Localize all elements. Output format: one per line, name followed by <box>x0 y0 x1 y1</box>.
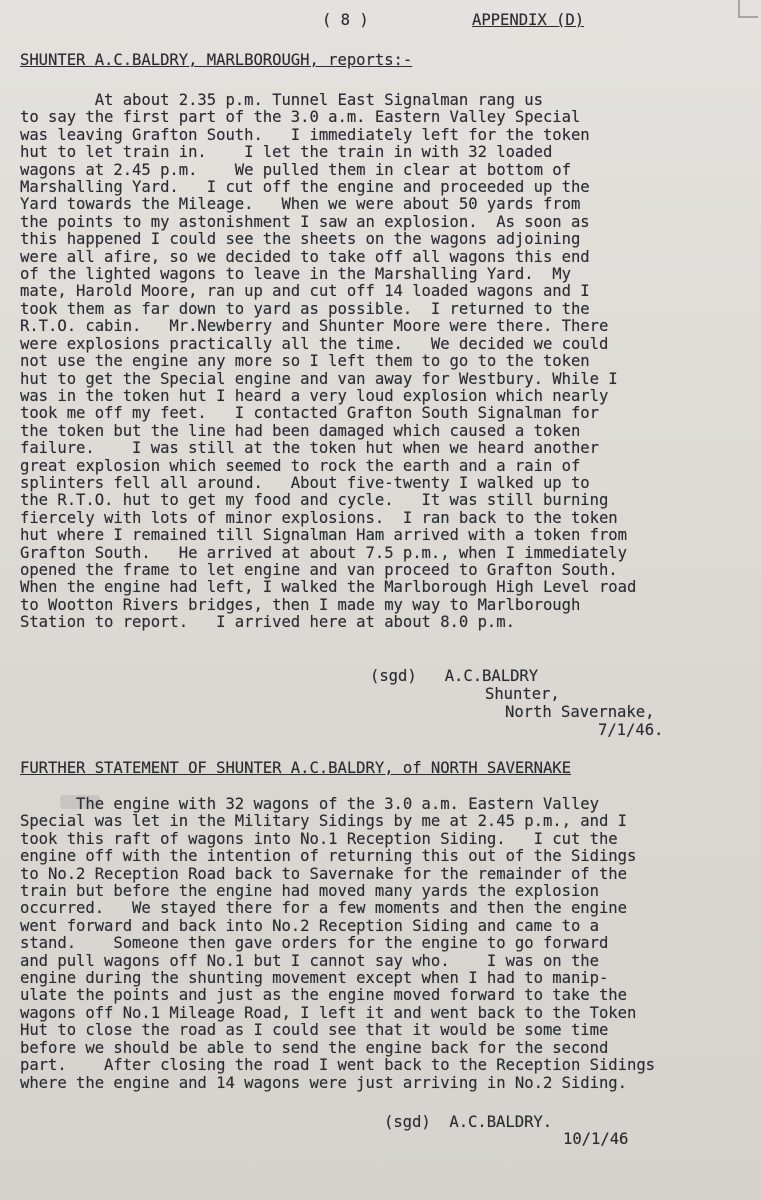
text-line: not use the engine any more so I left them to go to the token <box>20 352 590 371</box>
text-line: Marshalling Yard. I cut off the engine and proceeded up the <box>20 178 590 197</box>
text-line: to No.2 Reception Road back to Savernake for the remainder of the <box>20 864 627 883</box>
text-line: were all afire, so we decided to take off all wagons this end <box>20 247 590 266</box>
report-signatory-place: North Savernake, <box>505 703 655 721</box>
text-line: stand. Someone then gave orders for the engine to go forward <box>20 934 609 953</box>
text-line: Yard towards the Mileage. When we were about 50 yards from <box>20 195 581 214</box>
text-line: opened the frame to let engine and van proceed to Grafton South. <box>20 560 618 579</box>
text-line: Hut to close the road as I could see that it would be some time <box>20 1021 609 1040</box>
text-line: where the engine and 14 wagons were just arriving in No.2 Siding. <box>20 1073 627 1092</box>
further-statement-date: 10/1/46 <box>563 1130 629 1148</box>
text-line: mate, Harold Moore, ran up and cut off 14 loaded wagons and I <box>20 282 590 301</box>
text-line: hut to get the Special engine and van away for Westbury. While I <box>20 369 618 388</box>
text-line: before we should be able to send the engine back for the second <box>20 1038 609 1057</box>
page-number: ( 8 ) <box>322 11 369 29</box>
text-line: The engine with 32 wagons of the 3.0 a.m. Eastern Valley <box>20 795 599 813</box>
text-line: of the lighted wagons to leave in the Marshalling Yard. My <box>20 265 571 284</box>
text-line: Grafton South. He arrived at about 7.5 p.m., when I immediately <box>20 543 627 562</box>
text-line: was in the token hut I heard a very loud explosion which nearly <box>20 386 609 405</box>
text-line: hut to let train in. I let the train in with 32 loaded <box>20 143 553 162</box>
text-line: the points to my astonishment I saw an explosion. As soon as <box>20 212 590 231</box>
text-line: At about 2.35 p.m. Tunnel East Signalman rang us <box>20 91 543 109</box>
text-line: took me off my feet. I contacted Grafton South Signalman for <box>20 404 599 423</box>
text-line: fiercely with lots of minor explosions. I ran back to the token <box>20 508 618 527</box>
text-line: were explosions practically all the time. We decided we could <box>20 334 609 353</box>
report-body <box>20 92 636 632</box>
text-line: and pull wagons off No.1 but I cannot say who. I was on the <box>20 951 599 970</box>
text-line: hut where I remained till Signalman Ham arrived with a token from <box>20 526 627 545</box>
further-statement-signature: (sgd) A.C.BALDRY. <box>384 1113 553 1131</box>
text-line: great explosion which seemed to rock the earth and a rain of <box>20 456 581 475</box>
text-line: went forward and back into No.2 Reception Siding and came to a <box>20 916 599 935</box>
text-line: this happened I could see the sheets on the wagons adjoining <box>20 230 581 249</box>
text-line: ulate the points and just as the engine moved forward to take the <box>20 986 627 1005</box>
text-line: When the engine had left, I walked the Marlborough High Level road <box>20 578 637 597</box>
text-line: took this raft of wagons into No.1 Reception Siding. I cut the <box>20 829 618 848</box>
text-line: to say the first part of the 3.0 a.m. Eastern Valley Special <box>20 108 581 127</box>
text-line: Special was let in the Military Sidings by me at 2.45 p.m., and I <box>20 812 627 831</box>
report-signatory-role: Shunter, <box>485 685 560 703</box>
text-line: was leaving Grafton South. I immediately left for the token <box>20 125 590 144</box>
report-heading: SHUNTER A.C.BALDRY, MARLBOROUGH, reports:- <box>20 51 413 69</box>
text-line: train but before the engine had moved many yards the explosion <box>20 882 599 901</box>
text-line: part. After closing the road I went back to the Reception Sidings <box>20 1056 656 1075</box>
further-statement-body <box>20 796 655 1092</box>
text-line: the R.T.O. hut to get my food and cycle. It was still burning <box>20 491 609 510</box>
text-line: engine during the shunting movement except when I had to manip- <box>20 969 609 988</box>
appendix-label: APPENDIX (D) <box>472 11 585 29</box>
corner-mark-decoration <box>738 0 758 18</box>
text-line: took them as far down to yard as possible. I returned to the <box>20 299 590 318</box>
text-line: the token but the line had been damaged which caused a token <box>20 421 581 440</box>
text-line: Station to report. I arrived here at about 8.0 p.m. <box>20 613 515 632</box>
text-line: engine off with the intention of returning this out of the Sidings <box>20 847 637 866</box>
report-date: 7/1/46. <box>598 721 664 739</box>
text-line: wagons off No.1 Mileage Road, I left it and went back to the Token <box>20 1003 637 1022</box>
text-line: failure. I was still at the token hut when we heard another <box>20 439 599 458</box>
report-signature: (sgd) A.C.BALDRY <box>370 667 539 685</box>
text-line: splinters fell all around. About five-twenty I walked up to <box>20 473 590 492</box>
further-statement-heading: FURTHER STATEMENT OF SHUNTER A.C.BALDRY, of NORTH SAVERNAKE <box>20 759 571 777</box>
text-line: wagons at 2.45 p.m. We pulled them in clear at bottom of <box>20 160 571 179</box>
text-line: occurred. We stayed there for a few moments and then the engine <box>20 899 627 918</box>
text-line: to Wootton Rivers bridges, then I made my way to Marlborough <box>20 595 581 614</box>
text-line: R.T.O. cabin. Mr.Newberry and Shunter Moore were there. There <box>20 317 609 336</box>
